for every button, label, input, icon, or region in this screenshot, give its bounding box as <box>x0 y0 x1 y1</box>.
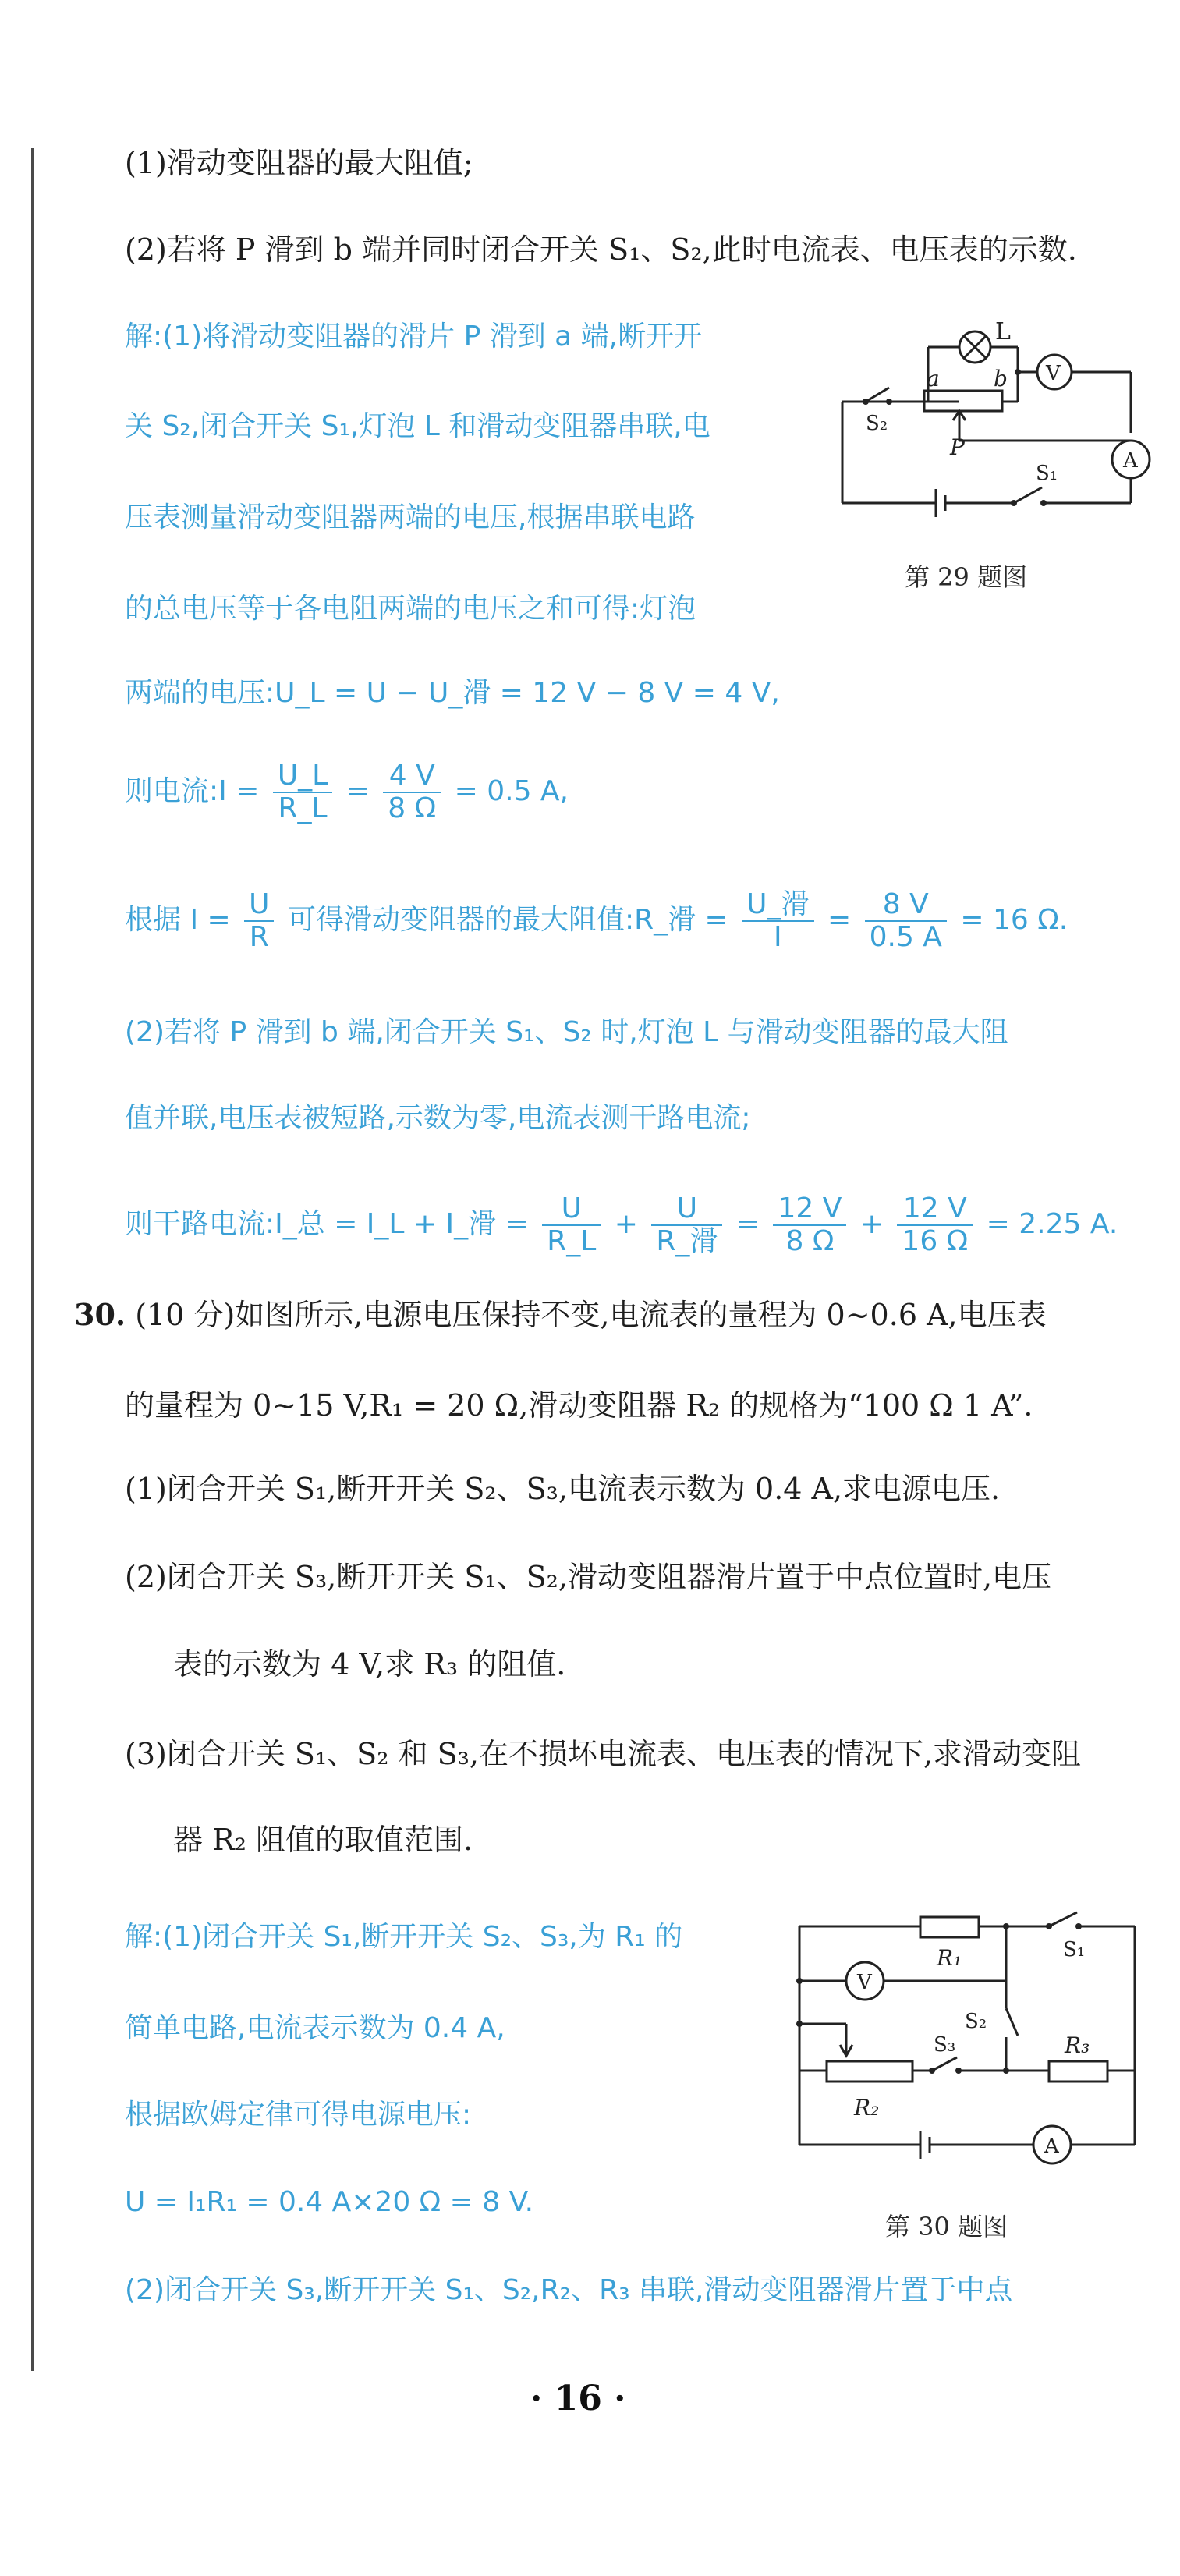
q29-sub1: (1)滑动变阻器的最大阻值; <box>125 146 473 180</box>
q29-l10-den2: R_滑 <box>656 1225 718 1257</box>
q29-l10-plus: + <box>614 1208 638 1240</box>
q30-circuit-figure <box>792 1903 1143 2168</box>
q29-l7-num1: U <box>244 889 274 922</box>
q29-l10-num4: 12 V <box>897 1193 973 1226</box>
q29-fig-a-label: a <box>927 366 940 392</box>
q29-sol-line7 <box>125 889 1068 953</box>
q30-stem-line2: 的量程为 0~15 V,R₁ = 20 Ω,滑动变阻器 R₂ 的规格为“100 Ω 1 A”. <box>125 1388 1033 1423</box>
q29-l6-num1: U_L <box>273 760 332 793</box>
q29-circuit-figure <box>835 316 1154 519</box>
q29-l10-frac3 <box>773 1193 846 1257</box>
q29-l10-den4: 16 Ω <box>902 1225 969 1257</box>
q30-sol-line2: 简单电路,电流表示数为 0.4 A, <box>125 2012 505 2044</box>
q29-l7-frac3 <box>865 889 947 953</box>
q30-sol-line4: U = I₁R₁ = 0.4 A×20 Ω = 8 V. <box>125 2186 534 2218</box>
q29-l7-mid: 可得滑动变阻器的最大阻值:R_滑 = <box>287 904 728 936</box>
q30-circuit-diagram <box>792 1903 1143 2168</box>
left-margin-rule <box>31 148 34 2371</box>
q30-sub2-line1: (2)闭合开关 S₃,断开开关 S₁、S₂,滑动变阻器滑片置于中点位置时,电压 <box>125 1560 1052 1594</box>
q29-sol-line10 <box>125 1193 1118 1257</box>
q29-sol-line9: 值并联,电压表被短路,示数为零,电流表测干路电流; <box>125 1102 751 1134</box>
q29-l6-pre: 则电流:I = <box>125 775 260 807</box>
q29-l10-num2: U <box>651 1193 722 1226</box>
q29-l6-den2: 8 Ω <box>388 792 437 824</box>
q29-l7-den3: 0.5 A <box>869 921 942 953</box>
q30-stem-line1 <box>74 1296 1047 1334</box>
q29-fig-s1-label: S₁ <box>1036 462 1058 485</box>
q29-l7-eq: = <box>827 904 852 936</box>
q30-sub3-line2: 器 R₂ 阻值的取值范围. <box>173 1823 473 1857</box>
q29-sol-line1: 解:(1)将滑动变阻器的滑片 P 滑到 a 端,断开开 <box>125 321 703 353</box>
q29-l7-den1: R <box>249 921 269 953</box>
q29-circuit-diagram <box>835 316 1154 519</box>
q29-l7-frac2 <box>742 889 813 953</box>
q29-l6-frac1 <box>273 760 332 824</box>
q29-sol-line5: 两端的电压:U_L = U − U_滑 = 12 V − 8 V = 4 V, <box>125 677 780 709</box>
q29-l7-post: = 16 Ω. <box>960 904 1068 936</box>
q30-sol-line1: 解:(1)闭合开关 S₁,断开开关 S₂、S₃,为 R₁ 的 <box>125 1921 683 1953</box>
q29-l10-post: = 2.25 A. <box>986 1208 1118 1240</box>
q30-figure-caption: 第 30 题图 <box>885 2212 1008 2241</box>
q29-sub2: (2)若将 P 滑到 b 端并同时闭合开关 S₁、S₂,此时电流表、电压表的示数. <box>125 232 1077 267</box>
q29-l10-frac2 <box>651 1193 722 1257</box>
q29-fig-b-label: b <box>994 366 1008 392</box>
q29-l10-num1: U <box>542 1193 601 1226</box>
q29-fig-s2-label: S₂ <box>866 412 888 435</box>
q30-fig-r3-label: R₃ <box>1065 2032 1090 2058</box>
q29-sol-line8: (2)若将 P 滑到 b 端,闭合开关 S₁、S₂ 时,灯泡 L 与滑动变阻器的最大阻 <box>125 1016 1008 1048</box>
q29-sol-line6 <box>125 760 569 824</box>
q29-fig-voltmeter-label: V <box>1046 362 1061 385</box>
q30-fig-s1-label: S₁ <box>1063 1938 1086 1961</box>
q30-fig-s3-label: S₃ <box>934 2033 956 2057</box>
q29-sol-line3: 压表测量滑动变阻器两端的电压,根据串联电路 <box>125 501 696 533</box>
q30-fig-s2-label: S₂ <box>965 2010 987 2033</box>
q29-l10-plus2: + <box>859 1208 884 1240</box>
q29-l6-frac2 <box>383 760 441 824</box>
q29-l10-den1: R_L <box>547 1225 597 1257</box>
q29-l7-frac1 <box>244 889 274 953</box>
q30-sub1: (1)闭合开关 S₁,断开开关 S₂、S₃,电流表示数为 0.4 A,求电源电压. <box>125 1472 1001 1506</box>
q29-l10-eq: = <box>735 1208 760 1240</box>
q29-figure-caption: 第 29 题图 <box>905 562 1028 592</box>
q29-l7-num2: U_滑 <box>742 889 813 922</box>
q30-sub3-line1: (3)闭合开关 S₁、S₂ 和 S₃,在不损坏电流表、电压表的情况下,求滑动变阻 <box>125 1737 1082 1771</box>
q29-sol-line4: 的总电压等于各电阻两端的电压之和可得:灯泡 <box>125 593 696 625</box>
q30-fig-voltmeter-label: V <box>857 1971 872 1994</box>
q29-l6-mid: = <box>345 775 370 807</box>
q29-l7-num3: 8 V <box>865 889 947 922</box>
q29-l6-post: = 0.5 A, <box>454 775 569 807</box>
q29-fig-p-label: P <box>950 434 965 460</box>
q29-l10-frac1 <box>542 1193 601 1257</box>
q29-fig-lamp-label: L <box>995 318 1011 345</box>
q29-l6-den1: R_L <box>278 792 328 824</box>
page-number: · 16 · <box>530 2379 626 2418</box>
q30-number: 30. <box>74 1297 126 1332</box>
q30-sol-line5: (2)闭合开关 S₃,断开开关 S₁、S₂,R₂、R₃ 串联,滑动变阻器滑片置于中点 <box>125 2274 1013 2306</box>
q29-l6-num2: 4 V <box>383 760 441 793</box>
q30-fig-r2-label: R₂ <box>854 2095 880 2121</box>
q30-sol-line3: 根据欧姆定律可得电源电压: <box>125 2099 472 2131</box>
q29-l10-frac4 <box>897 1193 973 1257</box>
q30-fig-r1-label: R₁ <box>937 1945 962 1971</box>
q29-fig-ammeter-label: A <box>1123 449 1138 473</box>
q29-l10-den3: 8 Ω <box>785 1225 835 1257</box>
q29-l7-pre: 根据 I = <box>125 904 231 936</box>
q29-sol-line2: 关 S₂,闭合开关 S₁,灯泡 L 和滑动变阻器串联,电 <box>125 410 710 442</box>
q29-l10-num3: 12 V <box>773 1193 846 1226</box>
q30-sub2-line2: 表的示数为 4 V,求 R₃ 的阻值. <box>173 1647 566 1681</box>
q30-stem-text1: (10 分)如图所示,电源电压保持不变,电流表的量程为 0~0.6 A,电压表 <box>135 1298 1047 1332</box>
q29-l10-pre: 则干路电流:I_总 = I_L + I_滑 = <box>125 1208 529 1240</box>
q29-l7-den2: I <box>774 921 782 953</box>
q30-fig-ammeter-label: A <box>1044 2135 1059 2158</box>
